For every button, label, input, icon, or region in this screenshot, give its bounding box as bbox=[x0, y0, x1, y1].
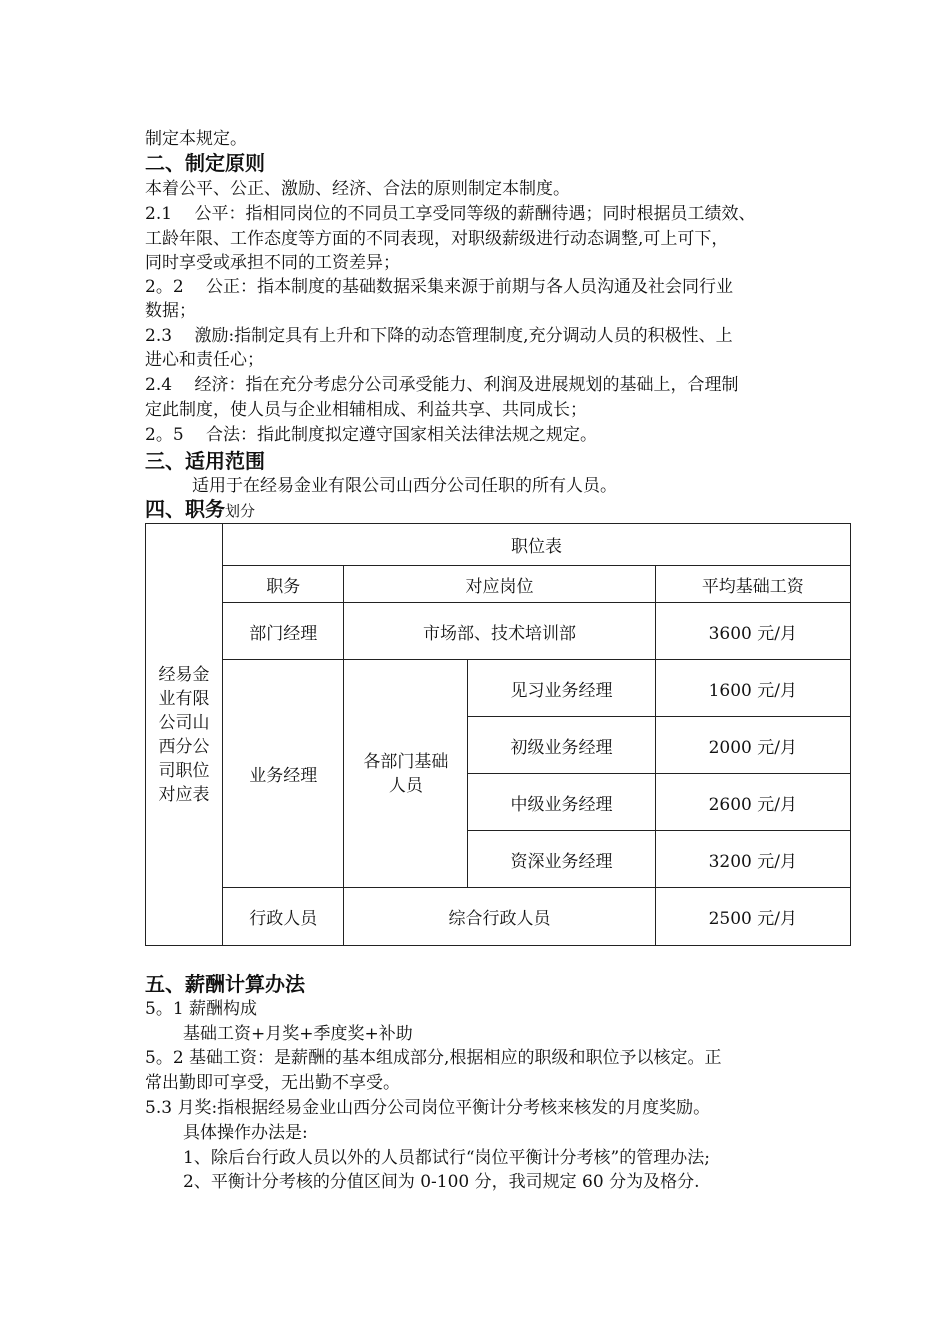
section5-line: 具体操作办法是: bbox=[183, 1123, 308, 1143]
section5-line: 基础工资+月奖+季度奖+补助 bbox=[183, 1024, 413, 1044]
cell-post: 市场部、技术培训部 bbox=[344, 603, 655, 660]
cell-role: 部门经理 bbox=[222, 603, 344, 660]
table-title: 职位表 bbox=[222, 524, 850, 566]
section2-line: 数据； bbox=[145, 301, 196, 321]
table-row bbox=[146, 660, 851, 717]
section4-heading: 四、职务划分 bbox=[145, 497, 256, 521]
section2-intro: 本着公平、公正、激励、经济、合法的原则制定本制度。 bbox=[145, 179, 570, 199]
section5-line: 5.3 月奖:指根据经易金业山西分公司岗位平衡计分考核来核发的月度奖励。 bbox=[145, 1098, 711, 1118]
cell-salary: 2500 元/月 bbox=[655, 888, 850, 946]
section5-line: 1、除后台行政人员以外的人员都试行“岗位平衡计分考核”的管理办法; bbox=[183, 1148, 710, 1168]
section5-heading: 五、薪酬计算办法 bbox=[145, 972, 305, 996]
cell-level: 初级业务经理 bbox=[468, 717, 655, 774]
section2-line: 2。5 合法：指此制度拟定遵守国家相关法律法规之规定。 bbox=[145, 425, 598, 445]
section2-line: 进心和责任心； bbox=[145, 350, 264, 370]
section2-line: 2.1 公平：指相同岗位的不同员工享受同等级的薪酬待遇；同时根据员工绩效、 bbox=[145, 204, 756, 224]
section5-line: 常出勤即可享受，无出勤不享受。 bbox=[145, 1073, 400, 1093]
table-row bbox=[146, 603, 851, 660]
cell-salary: 2000 元/月 bbox=[655, 717, 850, 774]
cell-salary: 2600 元/月 bbox=[655, 774, 850, 831]
cell-salary: 1600 元/月 bbox=[655, 660, 850, 717]
cell-role: 业务经理 bbox=[222, 660, 344, 888]
header-role: 职务 bbox=[222, 566, 344, 603]
position-table bbox=[145, 523, 851, 946]
table-side-label: 经易金业有限公司山西分公司职位对应表 bbox=[146, 524, 223, 946]
section2-line: 2。2 公正：指本制度的基础数据采集来源于前期与各人员沟通及社会同行业 bbox=[145, 277, 734, 297]
table-row bbox=[146, 888, 851, 946]
section2-line: 同时享受或承担不同的工资差异； bbox=[145, 253, 400, 273]
header-salary: 平均基础工资 bbox=[655, 566, 850, 603]
section2-heading: 二、制定原则 bbox=[145, 151, 265, 175]
cell-salary: 3600 元/月 bbox=[655, 603, 850, 660]
cell-level: 资深业务经理 bbox=[468, 831, 655, 888]
section5-line: 5。2 基础工资：是薪酬的基本组成部分,根据相应的职级和职位予以核定。正 bbox=[145, 1048, 722, 1068]
section3-heading: 三、适用范围 bbox=[145, 449, 265, 473]
cell-role: 行政人员 bbox=[222, 888, 344, 946]
section5-line: 5。1 薪酬构成 bbox=[145, 999, 258, 1019]
cell-level: 见习业务经理 bbox=[468, 660, 655, 717]
header-post: 对应岗位 bbox=[344, 566, 655, 603]
intro-tail: 制定本规定。 bbox=[145, 129, 247, 149]
section2-line: 2.4 经济：指在充分考虑分公司承受能力、利润及进展规划的基础上，合理制 bbox=[145, 375, 739, 395]
cell-salary: 3200 元/月 bbox=[655, 831, 850, 888]
section2-line: 定此制度，使人员与企业相辅相成、利益共享、共同成长； bbox=[145, 400, 587, 420]
cell-level: 中级业务经理 bbox=[468, 774, 655, 831]
section2-line: 工龄年限、工作态度等方面的不同表现，对职级薪级进行动态调整,可上可下， bbox=[145, 229, 729, 249]
cell-group: 各部门基础人员 bbox=[344, 660, 468, 888]
section5-line: 2、平衡计分考核的分值区间为 0-100 分，我司规定 60 分为及格分. bbox=[183, 1172, 700, 1192]
cell-post: 综合行政人员 bbox=[344, 888, 655, 946]
section3-text: 适用于在经易金业有限公司山西分公司任职的所有人员。 bbox=[192, 476, 617, 496]
section2-line: 2.3 激励:指制定具有上升和下降的动态管理制度,充分调动人员的积极性、上 bbox=[145, 326, 733, 346]
